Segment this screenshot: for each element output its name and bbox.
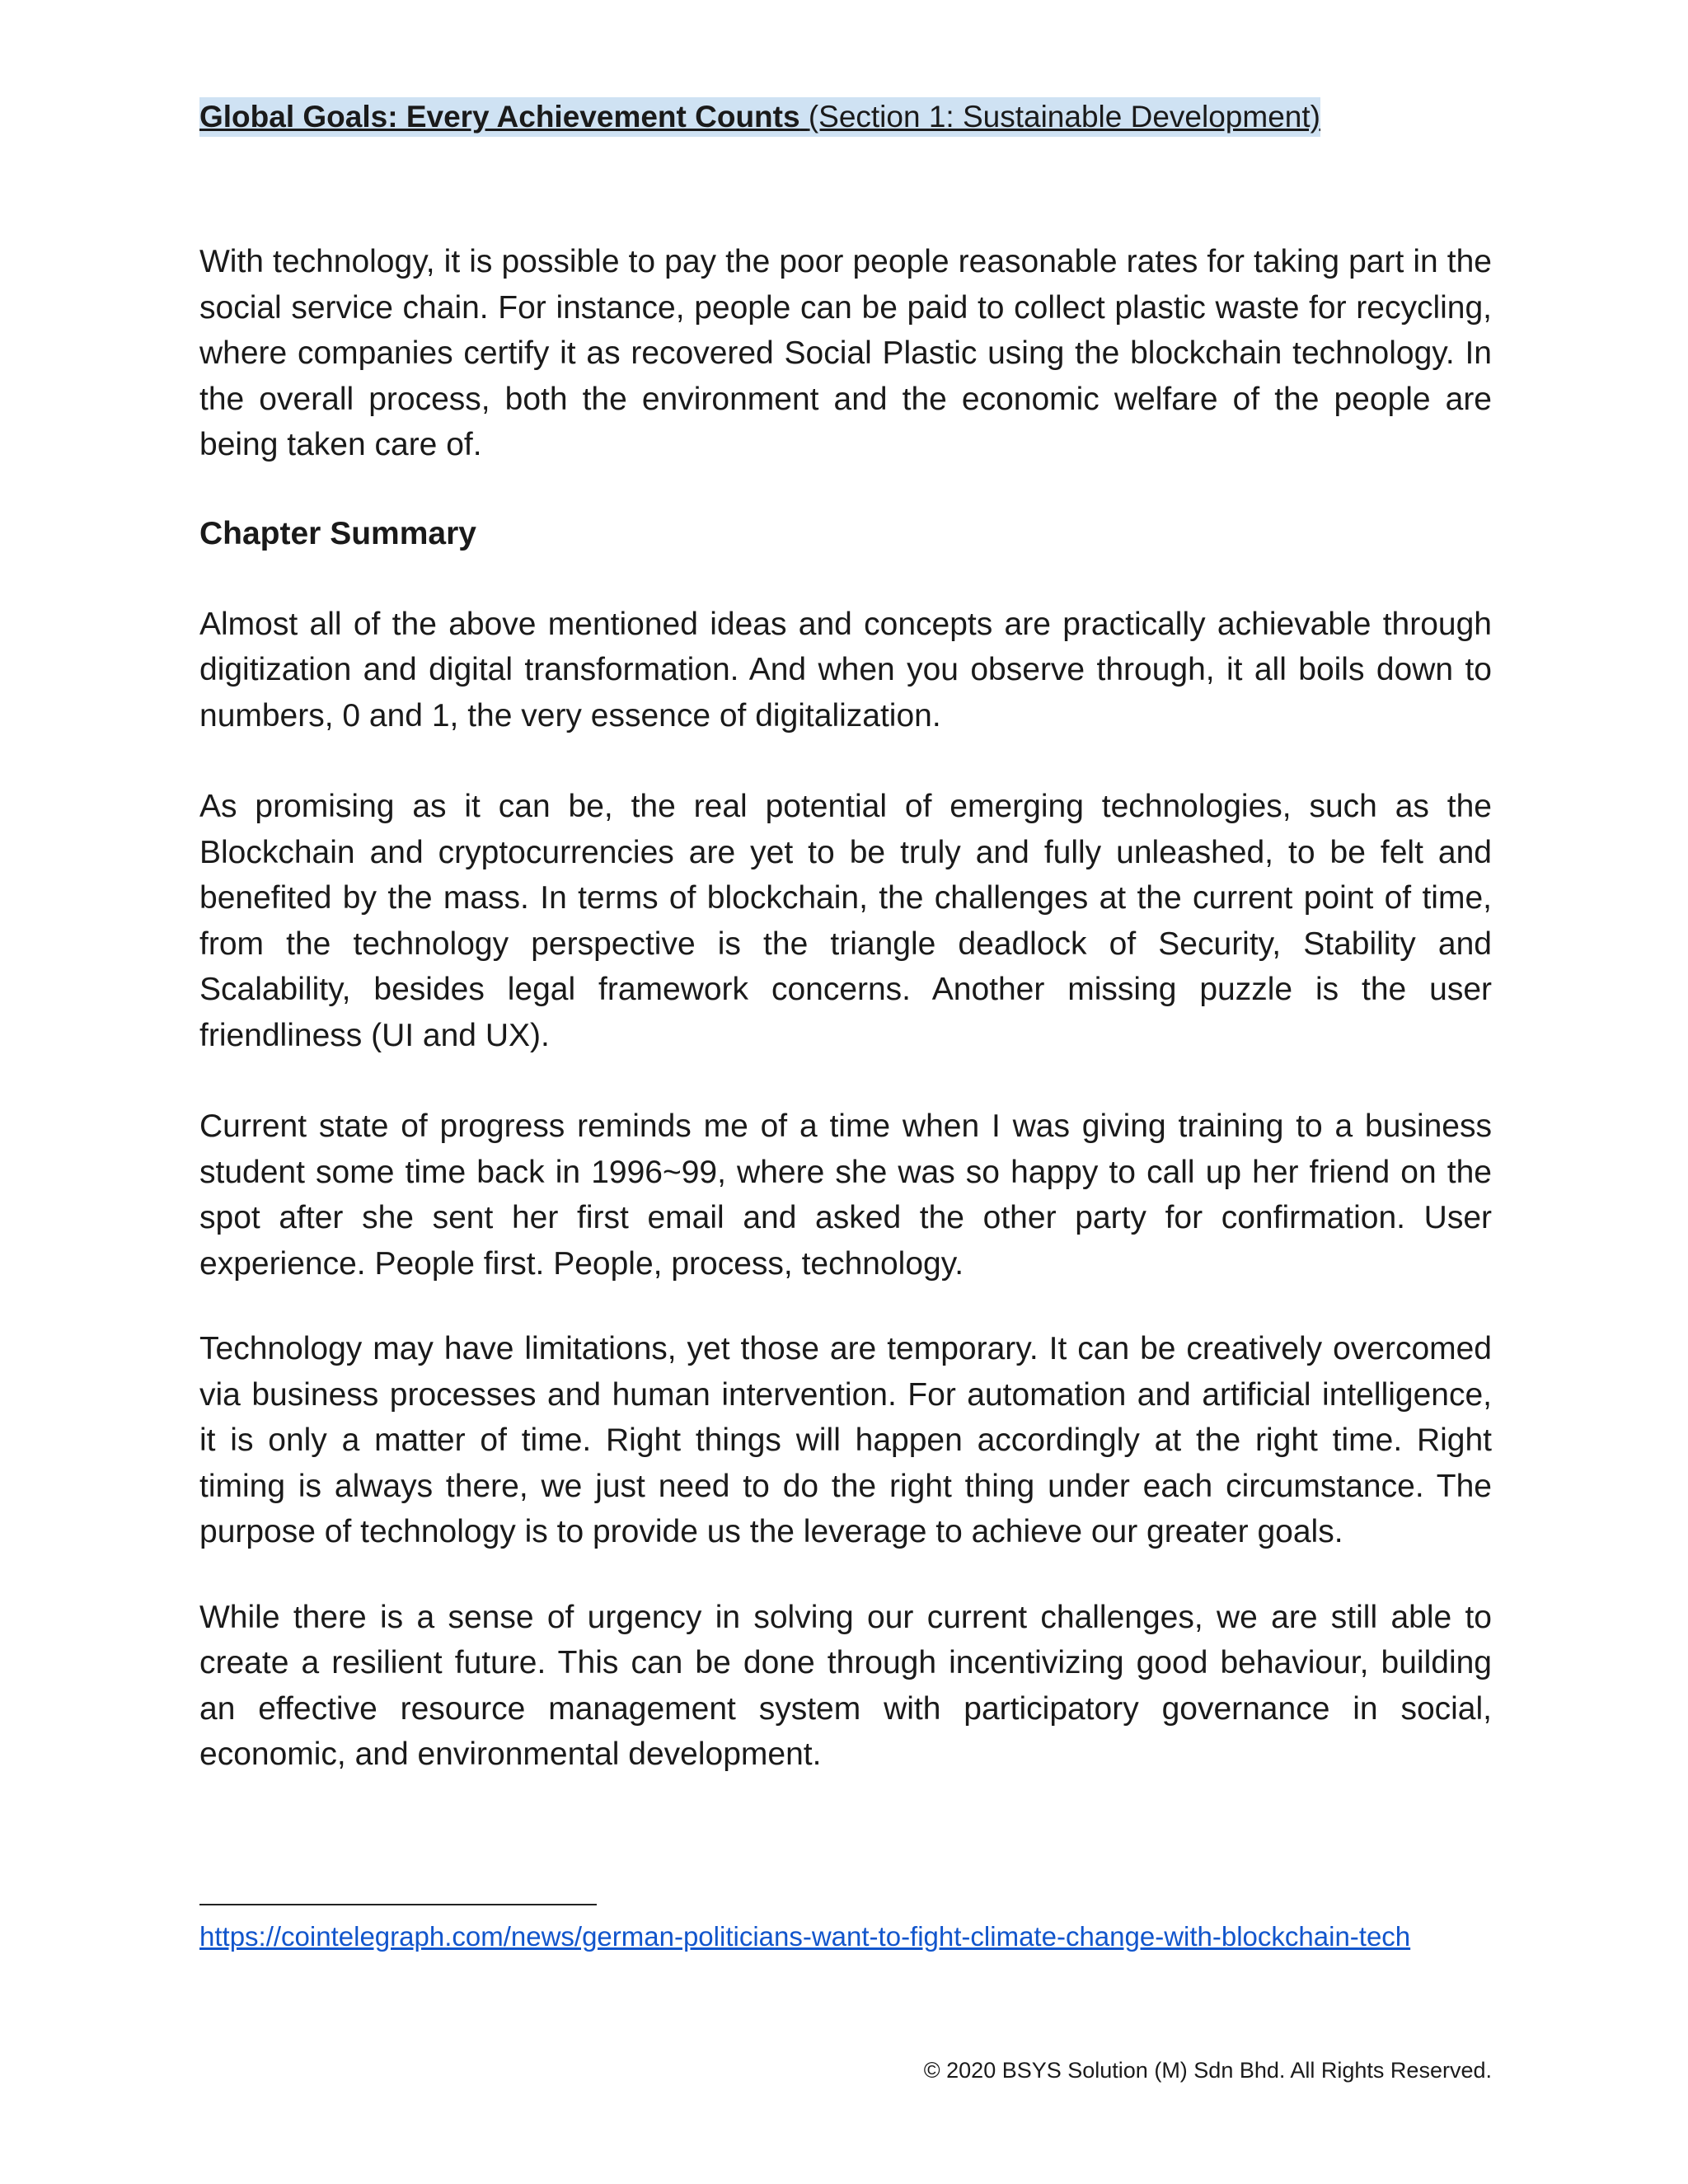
copyright-footer: © 2020 BSYS Solution (M) Sdn Bhd. All Rights Reserved.: [923, 2058, 1492, 2083]
paragraph-resilient-future: While there is a sense of urgency in solving our current challenges, we are still able to create a resilient future. This can be done through incentivizing good behaviour, building an effective resource management system with participatory governance in social, economic, and environmental development.: [199, 1599, 1492, 1772]
paragraph-progress: Current state of progress reminds me of a time when I was giving training to a business student some time back in 1996~99, where she was so happy to call up her friend on the spot after she sent her first email and asked the other party for confirmation. User experience. People first. People, process, technology.: [199, 1108, 1492, 1282]
chapter-summary-heading: Chapter Summary: [199, 515, 476, 551]
header-section: (Section 1: Sustainable Development): [808, 100, 1320, 134]
header-title: Global Goals: Every Achievement Counts: [199, 100, 800, 134]
page-header: [199, 97, 1320, 137]
document-body: [199, 239, 1492, 1778]
footnote-link[interactable]: https://cointelegraph.com/news/german-politicians-want-to-fight-climate-change-with-blockchain-tech: [199, 1921, 1411, 1952]
paragraph-blockchain: As promising as it can be, the real potential of emerging technologies, such as the Blockchain and cryptocurrencies are yet to be truly and fully unleashed, to be felt and benefited by the mass. In terms of blockchain, the challenges at the current point of time, from the technology perspective is the triangle deadlock of Security, Stability and Scalability, besides legal framework concerns. Another missing puzzle is the user friendliness (UI and UX).: [199, 789, 1492, 1053]
paragraph-digitization: Almost all of the above mentioned ideas and concepts are practically achievable through digitization and digital transformation. And when you observe through, it all boils down to numbers, 0 and 1, the very essence of digitalization.: [199, 606, 1492, 733]
paragraph-intro: With technology, it is possible to pay the poor people reasonable rates for taking part in the social service chain. For instance, people can be paid to collect plastic waste for recycling, where companies certify it as recovered Social Plastic using the blockchain technology. In the overall process, both the environment and the economic welfare of the people are being taken care of.: [199, 244, 1492, 462]
paragraph-technology: Technology may have limitations, yet those are temporary. It can be creatively overcomed via business processes and human intervention. For automation and artificial intelligence, it is only a matter of time. Right things will happen accordingly at the right time. Right timing is always there, we just need to do the right thing under each circumstance. The purpose of technology is to provide us the leverage to achieve our greater goals.: [199, 1331, 1492, 1549]
document-page: [199, 0, 1492, 2184]
footnote-divider: [199, 1904, 597, 1905]
